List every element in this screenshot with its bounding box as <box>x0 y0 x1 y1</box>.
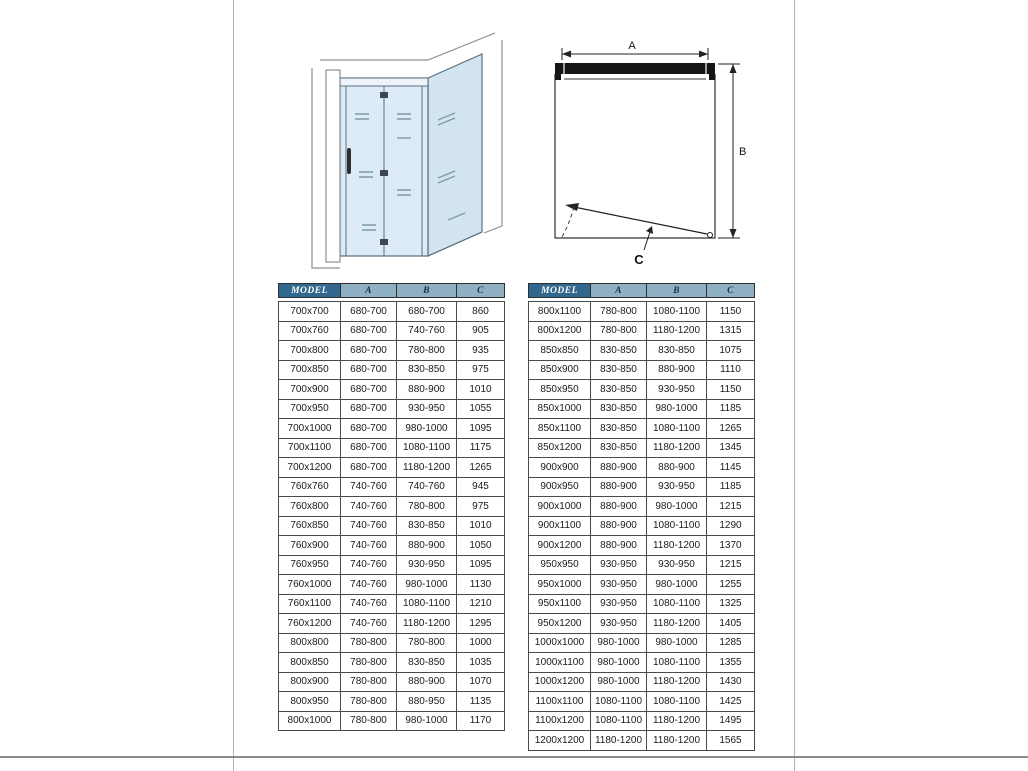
size-cell: 780-800 <box>397 633 457 653</box>
size-cell: 980-1000 <box>591 653 647 673</box>
size-row-760x1200 <box>279 614 505 634</box>
dim-a-label: A <box>628 40 636 52</box>
size-cell: 780-800 <box>341 672 397 692</box>
size-row-900x950 <box>529 477 755 497</box>
size-cell: 850x850 <box>529 341 591 361</box>
size-cell: 1180-1200 <box>397 458 457 478</box>
size-cell: 850x900 <box>529 360 591 380</box>
arrowhead-icon <box>730 229 737 238</box>
page-edge-left <box>233 0 234 771</box>
size-cell: 975 <box>457 497 505 517</box>
size-cell: 980-1000 <box>397 575 457 595</box>
size-row-700x850 <box>279 360 505 380</box>
size-cell: 930-950 <box>647 477 707 497</box>
size-cell: 880-900 <box>397 536 457 556</box>
size-cell: 700x760 <box>279 321 341 341</box>
size-cell: 850x1200 <box>529 438 591 458</box>
size-table-left <box>278 283 505 731</box>
size-cell: 1180-1200 <box>647 536 707 556</box>
column-header-model: MODEL <box>279 284 341 298</box>
size-cell: 1295 <box>457 614 505 634</box>
size-cell: 950x950 <box>529 555 591 575</box>
size-cell: 880-900 <box>591 516 647 536</box>
size-cell: 1265 <box>457 458 505 478</box>
arrowhead-icon <box>730 64 737 73</box>
size-cell: 800x1200 <box>529 321 591 341</box>
side-glass-panel <box>428 54 482 256</box>
back-panel-bar <box>555 63 715 74</box>
size-cell: 680-700 <box>341 419 397 439</box>
size-cell: 760x1200 <box>279 614 341 634</box>
size-cell: 880-900 <box>591 497 647 517</box>
size-cell: 740-760 <box>397 321 457 341</box>
isometric-shower-drawing <box>250 20 512 272</box>
size-row-900x1000 <box>529 497 755 517</box>
size-cell: 930-950 <box>591 614 647 634</box>
size-row-1000x1200 <box>529 672 755 692</box>
size-cell: 830-850 <box>397 516 457 536</box>
size-cell: 1325 <box>707 594 755 614</box>
size-cell: 780-800 <box>341 653 397 673</box>
size-cell: 800x1000 <box>279 711 341 731</box>
size-row-800x1100 <box>529 302 755 322</box>
size-cell: 680-700 <box>341 341 397 361</box>
size-cell: 1565 <box>707 731 755 751</box>
size-row-900x1200 <box>529 536 755 556</box>
size-cell: 1180-1200 <box>647 672 707 692</box>
size-cell: 1010 <box>457 516 505 536</box>
size-cell: 1080-1100 <box>591 711 647 731</box>
size-cell: 880-900 <box>591 536 647 556</box>
column-header-b: B <box>647 284 707 298</box>
size-row-800x850 <box>279 653 505 673</box>
size-cell: 1180-1200 <box>591 731 647 751</box>
size-cell: 700x950 <box>279 399 341 419</box>
size-cell: 1095 <box>457 555 505 575</box>
size-cell: 1185 <box>707 399 755 419</box>
size-row-1100x1100 <box>529 692 755 712</box>
size-cell: 1170 <box>457 711 505 731</box>
size-cell: 1150 <box>707 302 755 322</box>
size-cell: 850x1100 <box>529 419 591 439</box>
size-cell: 780-800 <box>397 497 457 517</box>
size-cell: 700x800 <box>279 341 341 361</box>
size-cell: 680-700 <box>341 458 397 478</box>
column-header-a: A <box>341 284 397 298</box>
corner-post <box>555 74 561 80</box>
size-cell: 975 <box>457 360 505 380</box>
size-cell: 740-760 <box>341 594 397 614</box>
size-cell: 880-900 <box>397 380 457 400</box>
size-row-760x850 <box>279 516 505 536</box>
size-cell: 880-900 <box>647 458 707 478</box>
size-cell: 980-1000 <box>647 633 707 653</box>
size-cell: 1110 <box>707 360 755 380</box>
size-cell: 760x850 <box>279 516 341 536</box>
size-cell: 780-800 <box>591 321 647 341</box>
size-cell: 740-760 <box>341 575 397 595</box>
size-cell: 980-1000 <box>647 575 707 595</box>
wall-profile <box>326 70 340 262</box>
size-cell: 1150 <box>707 380 755 400</box>
size-cell: 980-1000 <box>591 672 647 692</box>
size-cell: 740-760 <box>397 477 457 497</box>
size-cell: 1180-1200 <box>647 321 707 341</box>
size-cell: 1000x1100 <box>529 653 591 673</box>
size-cell: 760x1000 <box>279 575 341 595</box>
size-cell: 760x950 <box>279 555 341 575</box>
size-cell: 850x950 <box>529 380 591 400</box>
size-cell: 800x850 <box>279 653 341 673</box>
size-cell: 980-1000 <box>591 633 647 653</box>
size-row-760x760 <box>279 477 505 497</box>
size-cell: 1175 <box>457 438 505 458</box>
size-cell: 1070 <box>457 672 505 692</box>
size-cell: 1100x1100 <box>529 692 591 712</box>
size-cell: 980-1000 <box>397 711 457 731</box>
size-cell: 1495 <box>707 711 755 731</box>
size-cell: 700x1200 <box>279 458 341 478</box>
size-cell: 880-950 <box>397 692 457 712</box>
arrowhead-icon <box>699 51 708 58</box>
size-cell: 1180-1200 <box>647 731 707 751</box>
size-cell: 1430 <box>707 672 755 692</box>
column-header-model: MODEL <box>529 284 591 298</box>
size-cell: 800x900 <box>279 672 341 692</box>
size-cell: 1180-1200 <box>647 614 707 634</box>
size-cell: 880-900 <box>591 458 647 478</box>
size-cell: 700x1100 <box>279 438 341 458</box>
size-cell: 780-800 <box>341 633 397 653</box>
size-cell: 950x1100 <box>529 594 591 614</box>
size-row-800x1000 <box>279 711 505 731</box>
size-cell: 700x850 <box>279 360 341 380</box>
size-row-800x900 <box>279 672 505 692</box>
size-cell: 830-850 <box>591 399 647 419</box>
size-row-700x1000 <box>279 419 505 439</box>
size-cell: 1345 <box>707 438 755 458</box>
size-cell: 830-850 <box>591 419 647 439</box>
top-view-drawing <box>540 38 755 273</box>
size-cell: 830-850 <box>397 360 457 380</box>
size-row-760x950 <box>279 555 505 575</box>
size-cell: 1290 <box>707 516 755 536</box>
size-cell: 680-700 <box>341 399 397 419</box>
dim-c-label: C <box>634 252 644 267</box>
size-cell: 930-950 <box>647 555 707 575</box>
size-cell: 740-760 <box>341 555 397 575</box>
size-cell: 930-950 <box>591 575 647 595</box>
size-row-950x1100 <box>529 594 755 614</box>
size-cell: 1080-1100 <box>397 438 457 458</box>
size-cell: 930-950 <box>591 555 647 575</box>
size-cell: 1010 <box>457 380 505 400</box>
size-cell: 900x900 <box>529 458 591 478</box>
size-cell: 700x900 <box>279 380 341 400</box>
size-cell: 830-850 <box>647 341 707 361</box>
size-cell: 800x800 <box>279 633 341 653</box>
size-cell: 980-1000 <box>647 399 707 419</box>
size-cell: 900x950 <box>529 477 591 497</box>
size-cell: 905 <box>457 321 505 341</box>
size-cell: 780-800 <box>591 302 647 322</box>
size-cell: 1315 <box>707 321 755 341</box>
size-cell: 760x900 <box>279 536 341 556</box>
size-cell: 930-950 <box>397 555 457 575</box>
size-cell: 1080-1100 <box>647 653 707 673</box>
size-cell: 935 <box>457 341 505 361</box>
size-cell: 830-850 <box>591 380 647 400</box>
size-cell: 1215 <box>707 555 755 575</box>
size-row-850x1200 <box>529 438 755 458</box>
size-row-950x1000 <box>529 575 755 595</box>
size-cell: 830-850 <box>591 341 647 361</box>
size-cell: 1080-1100 <box>647 594 707 614</box>
size-cell: 760x760 <box>279 477 341 497</box>
size-cell: 1080-1100 <box>647 516 707 536</box>
door-hinge-icon <box>708 233 713 238</box>
size-cell: 930-950 <box>591 594 647 614</box>
size-cell: 830-850 <box>591 438 647 458</box>
size-cell: 1285 <box>707 633 755 653</box>
column-header-b: B <box>397 284 457 298</box>
size-cell: 1095 <box>457 419 505 439</box>
size-cell: 1000x1200 <box>529 672 591 692</box>
size-cell: 700x700 <box>279 302 341 322</box>
size-cell: 800x950 <box>279 692 341 712</box>
size-cell: 740-760 <box>341 536 397 556</box>
size-cell: 740-760 <box>341 614 397 634</box>
size-cell: 1075 <box>707 341 755 361</box>
size-row-760x1000 <box>279 575 505 595</box>
size-row-950x950 <box>529 555 755 575</box>
size-cell: 1405 <box>707 614 755 634</box>
size-cell: 1265 <box>707 419 755 439</box>
size-row-1000x1000 <box>529 633 755 653</box>
size-cell: 1135 <box>457 692 505 712</box>
size-row-700x1200 <box>279 458 505 478</box>
size-cell: 1355 <box>707 653 755 673</box>
size-cell: 880-900 <box>397 672 457 692</box>
size-cell: 1255 <box>707 575 755 595</box>
top-frame-bar <box>340 78 428 86</box>
size-row-760x800 <box>279 497 505 517</box>
size-row-800x1200 <box>529 321 755 341</box>
door-handle-icon <box>347 148 351 174</box>
arrowhead-icon <box>565 203 579 211</box>
size-cell: 680-700 <box>341 380 397 400</box>
size-cell: 1180-1200 <box>647 711 707 731</box>
size-cell: 1370 <box>707 536 755 556</box>
size-row-850x950 <box>529 380 755 400</box>
size-cell: 760x800 <box>279 497 341 517</box>
size-cell: 780-800 <box>397 341 457 361</box>
size-cell: 1000x1000 <box>529 633 591 653</box>
dim-b-line <box>718 64 740 238</box>
size-cell: 1200x1200 <box>529 731 591 751</box>
column-header-a: A <box>591 284 647 298</box>
size-row-900x900 <box>529 458 755 478</box>
size-cell: 900x1100 <box>529 516 591 536</box>
size-cell: 1080-1100 <box>647 692 707 712</box>
size-cell: 1080-1100 <box>647 302 707 322</box>
size-cell: 680-700 <box>341 438 397 458</box>
size-row-700x950 <box>279 399 505 419</box>
size-cell: 1050 <box>457 536 505 556</box>
size-row-700x760 <box>279 321 505 341</box>
size-cell: 680-700 <box>341 360 397 380</box>
dim-b-label: B <box>739 146 747 158</box>
size-cell: 830-850 <box>591 360 647 380</box>
size-cell: 1080-1100 <box>397 594 457 614</box>
size-row-700x800 <box>279 341 505 361</box>
size-cell: 700x1000 <box>279 419 341 439</box>
size-row-700x700 <box>279 302 505 322</box>
size-row-1100x1200 <box>529 711 755 731</box>
page-edge-right <box>794 0 795 771</box>
size-table-right <box>528 283 755 751</box>
size-cell: 880-900 <box>591 477 647 497</box>
size-cell: 850x1000 <box>529 399 591 419</box>
size-cell: 860 <box>457 302 505 322</box>
size-cell: 950x1000 <box>529 575 591 595</box>
size-cell: 760x1100 <box>279 594 341 614</box>
size-cell: 930-950 <box>647 380 707 400</box>
size-cell: 1080-1100 <box>591 692 647 712</box>
size-cell: 1100x1200 <box>529 711 591 731</box>
size-row-900x1100 <box>529 516 755 536</box>
size-cell: 1130 <box>457 575 505 595</box>
size-cell: 900x1000 <box>529 497 591 517</box>
size-cell: 1180-1200 <box>647 438 707 458</box>
size-cell: 1215 <box>707 497 755 517</box>
column-header-c: C <box>707 284 755 298</box>
size-cell: 1055 <box>457 399 505 419</box>
size-row-850x1000 <box>529 399 755 419</box>
size-cell: 930-950 <box>397 399 457 419</box>
size-cell: 740-760 <box>341 497 397 517</box>
corner-post <box>709 74 715 80</box>
door-swing-arc <box>562 207 574 237</box>
size-row-1000x1100 <box>529 653 755 673</box>
size-cell: 780-800 <box>341 711 397 731</box>
arrowhead-icon <box>562 51 571 58</box>
size-cell: 680-700 <box>397 302 457 322</box>
size-row-1200x1200 <box>529 731 755 751</box>
tray-outline <box>555 74 715 238</box>
size-cell: 680-700 <box>341 321 397 341</box>
size-cell: 740-760 <box>341 516 397 536</box>
size-cell: 900x1200 <box>529 536 591 556</box>
size-row-700x900 <box>279 380 505 400</box>
size-cell: 1035 <box>457 653 505 673</box>
size-cell: 1425 <box>707 692 755 712</box>
size-cell: 780-800 <box>341 692 397 712</box>
size-row-950x1200 <box>529 614 755 634</box>
size-cell: 980-1000 <box>397 419 457 439</box>
size-cell: 800x1100 <box>529 302 591 322</box>
size-cell: 1185 <box>707 477 755 497</box>
size-cell: 950x1200 <box>529 614 591 634</box>
size-row-760x900 <box>279 536 505 556</box>
size-cell: 880-900 <box>647 360 707 380</box>
size-cell: 830-850 <box>397 653 457 673</box>
door-open-line <box>574 207 707 234</box>
size-cell: 945 <box>457 477 505 497</box>
column-header-c: C <box>457 284 505 298</box>
size-row-760x1100 <box>279 594 505 614</box>
size-row-850x850 <box>529 341 755 361</box>
size-cell: 1000 <box>457 633 505 653</box>
page-edge-bottom <box>0 756 1028 758</box>
size-row-700x1100 <box>279 438 505 458</box>
size-cell: 1180-1200 <box>397 614 457 634</box>
size-cell: 1210 <box>457 594 505 614</box>
size-row-800x950 <box>279 692 505 712</box>
size-cell: 980-1000 <box>647 497 707 517</box>
size-cell: 1080-1100 <box>647 419 707 439</box>
size-cell: 1145 <box>707 458 755 478</box>
size-cell: 740-760 <box>341 477 397 497</box>
size-cell: 680-700 <box>341 302 397 322</box>
size-row-800x800 <box>279 633 505 653</box>
size-row-850x900 <box>529 360 755 380</box>
size-row-850x1100 <box>529 419 755 439</box>
